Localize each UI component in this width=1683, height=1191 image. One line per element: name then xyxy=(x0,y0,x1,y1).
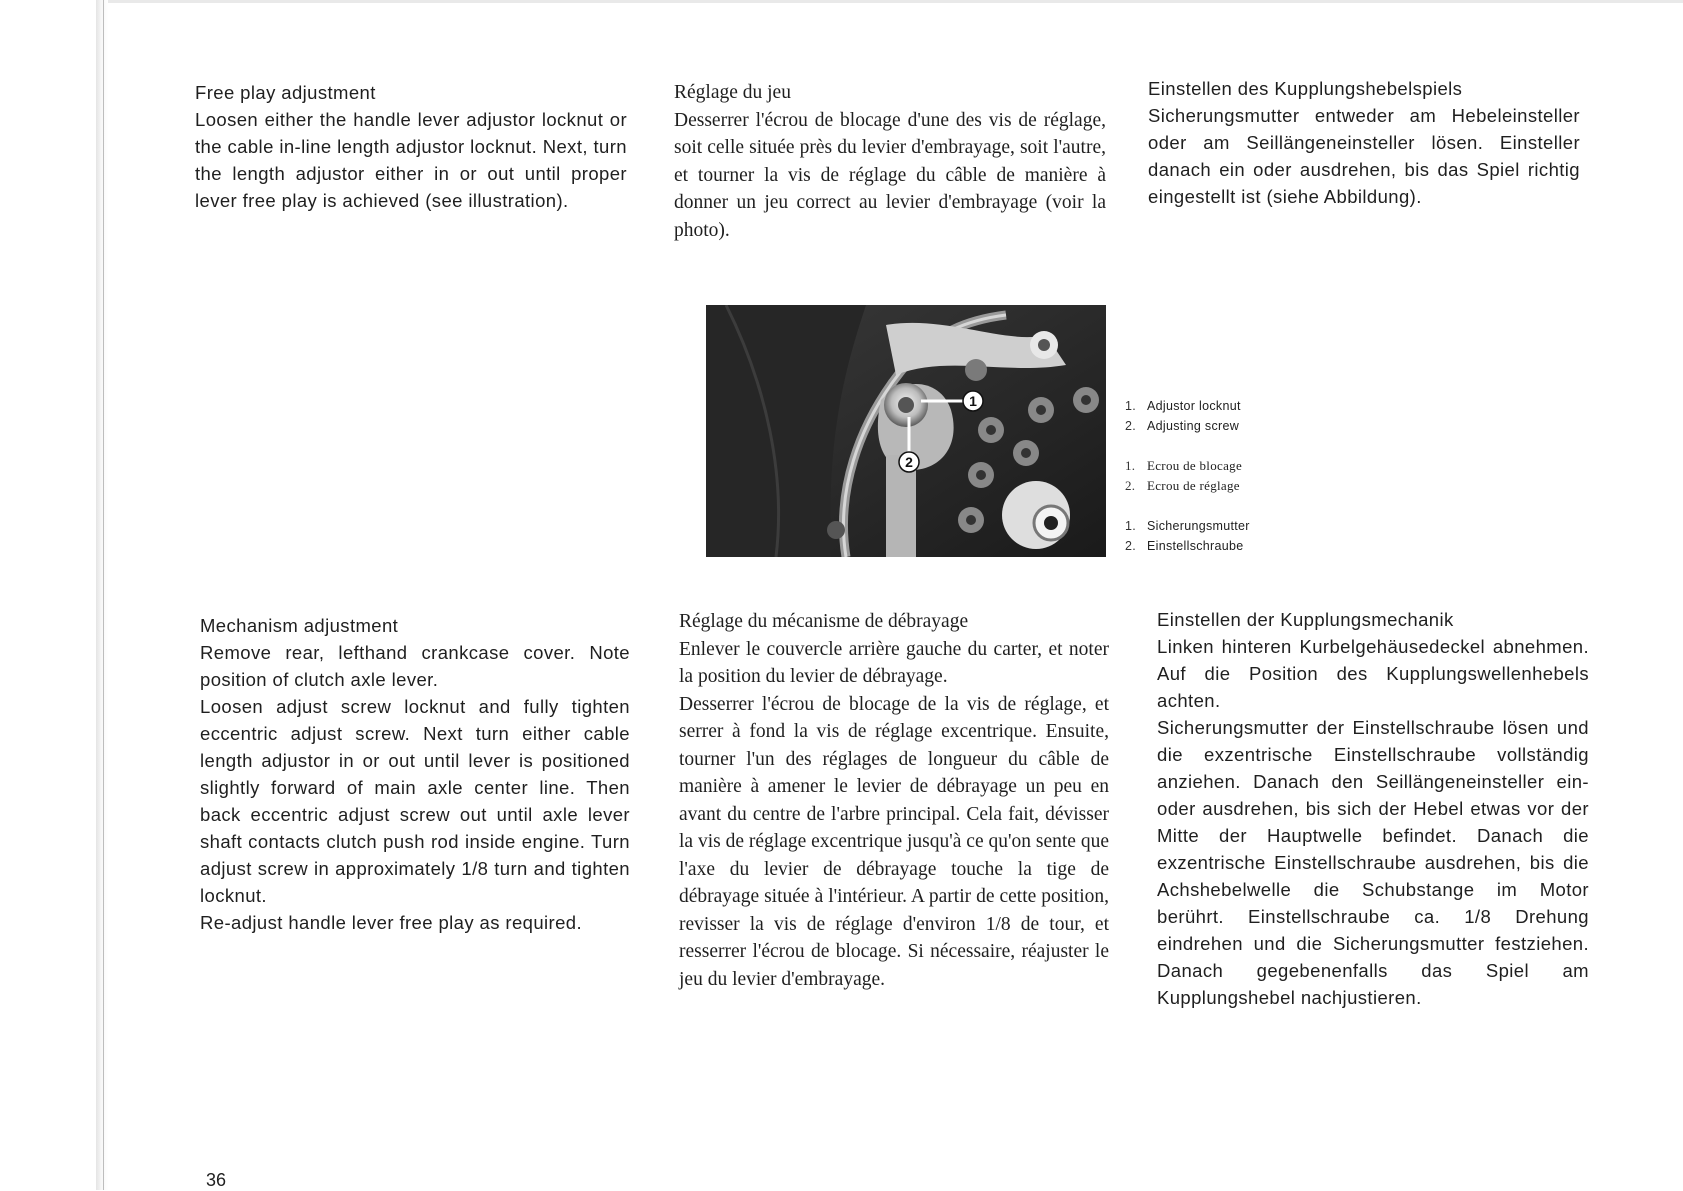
de-mechanism-text-1: Linken hinteren Kurbelgehäusedeckel abnehmen. Auf die Position des Kupplungswellenhebels achten. xyxy=(1157,636,1589,711)
clutch-adjuster-photo xyxy=(706,305,1106,557)
fr-mechanism-text-1: Enlever le couvercle arrière gauche du carter, et noter la position du levier de débrayage. xyxy=(679,638,1109,687)
en-free-play-section xyxy=(195,79,627,214)
caption-group-en xyxy=(1125,396,1250,436)
en-mechanism-text-3: Re-adjust handle lever free play as required. xyxy=(200,912,583,933)
page-number: 36 xyxy=(206,1170,227,1190)
page-binding-shadow xyxy=(96,0,108,1190)
caption-en-number-1: 1. xyxy=(1125,399,1137,413)
caption-de-number-1: 1. xyxy=(1125,519,1137,533)
en-mechanism-text-2: Loosen adjust screw locknut and fully tighten eccentric adjust screw. Next turn either cable length adjustor in or out until lever is positioned slightly forward of main axle center line. Then back eccentric adjust screw out until axle lever shaft contacts clutch push rod inside engine. Turn adjust screw in approximately 1/8 turn and tighten locknut. xyxy=(200,696,630,906)
caption-group-de xyxy=(1125,516,1250,556)
caption-de-einstellschraube: Einstellschraube xyxy=(1147,539,1244,553)
caption-en-adjusting-screw: Adjusting screw xyxy=(1147,419,1240,433)
caption-fr-ecrou-reglage: Ecrou de réglage xyxy=(1147,478,1240,493)
caption-en-number-2: 2. xyxy=(1125,419,1137,433)
caption-fr-number-1: 1. xyxy=(1125,458,1136,473)
bracket-bolt-hole xyxy=(1038,339,1050,351)
de-mechanism-section xyxy=(1157,606,1589,1011)
de-mechanism-text-2: Sicherungsmutter der Einstellschraube lösen und die exzentrische Einstellschraube vollständig anziehen. Danach den Seillängeneinsteller ein- oder ausdrehen, bis sich der Hebel etwas vor der Mitte der Hauptwelle befindet. Danach die exzentrische Einstellschraube ausdrehen, bis die Achshebelwelle die Schubstange im Motor berührt. Einstellschraube ca. 1/8 Drehung eindrehen und die Sicherungsmutter festziehen. Danach gegebenenfalls das Spiel am Kupplungshebel nachjustieren. xyxy=(1157,717,1589,1008)
fr-mechanism-text-2: Desserrer l'écrou de blocage de la vis de réglage, et serrer à fond la vis de réglage excentrique. Ensuite, tourner l'un des réglages de longueur du câble de manière à amener le levier de débrayage un peu en avant du centre de l'arbre principal. Cela fait, dévisser la vis de réglage excentrique jusqu'à ce qu'on sente que l'axe du levier de débrayage touche la tige de débrayage située à l'intérieur. A partir de cette position, revisser la vis de réglage d'environ 1/8 de tour, et resserrer l'écrou de blocage. Si nécessaire, réajuster le jeu du levier d'embrayage. xyxy=(679,693,1109,990)
de-free-play-section xyxy=(1148,75,1580,210)
caption-fr-number-2: 2. xyxy=(1125,478,1136,493)
adjusting-screw xyxy=(898,397,914,413)
caption-en-adjustor-locknut: Adjustor locknut xyxy=(1147,399,1241,413)
sprocket-nut-center xyxy=(1044,516,1058,530)
de-free-play-text: Sicherungsmutter entweder am Hebeleinsteller oder am Seillängeneinsteller lösen. Einsteller danach ein oder ausdrehen, bis das Spiel richtig eingestellt ist (siehe Abbildung). xyxy=(1148,105,1580,207)
figure-captions xyxy=(1125,396,1250,576)
fr-free-play-section xyxy=(674,79,1106,244)
fr-free-play-heading: Réglage du jeu xyxy=(674,82,791,103)
en-free-play-heading: Free play adjustment xyxy=(195,82,376,103)
callout-1-label: 1 xyxy=(969,393,977,409)
cover-bolt xyxy=(827,521,845,539)
en-mechanism-heading: Mechanism adjustment xyxy=(200,615,399,636)
fr-free-play-text: Desserrer l'écrou de blocage d'une des vis de réglage, soit celle située près du levier d'embrayage, soit l'autre, et tourner la vis de réglage du câble de manière à donner un jeu correct au levier d'embrayage (voir la photo). xyxy=(674,109,1106,241)
fr-mechanism-section xyxy=(679,608,1109,993)
caption-fr-ecrou-blocage: Ecrou de blocage xyxy=(1147,458,1243,473)
de-free-play-heading: Einstellen des Kupplungshebelspiels xyxy=(1148,78,1463,99)
page-binding-line xyxy=(103,0,104,1190)
en-free-play-text: Loosen either the handle lever adjustor locknut or the cable in-line length adjustor locknut. Next, turn the length adjustor either in or out until proper lever free play is achieved (see illustration). xyxy=(195,109,627,211)
page-top-edge xyxy=(108,0,1683,3)
engine-photo-illustration xyxy=(706,305,1106,557)
caption-group-fr xyxy=(1125,456,1250,496)
fr-mechanism-heading: Réglage du mécanisme de débrayage xyxy=(679,611,969,632)
housing-bolt xyxy=(965,359,987,381)
en-mechanism-section xyxy=(200,612,630,936)
en-mechanism-text-1: Remove rear, lefthand crankcase cover. Note position of clutch axle lever. xyxy=(200,642,630,690)
de-mechanism-heading: Einstellen der Kupplungsmechanik xyxy=(1157,609,1454,630)
caption-de-number-2: 2. xyxy=(1125,539,1137,553)
callout-2-label: 2 xyxy=(905,454,913,470)
caption-de-sicherungsmutter: Sicherungsmutter xyxy=(1147,519,1250,533)
